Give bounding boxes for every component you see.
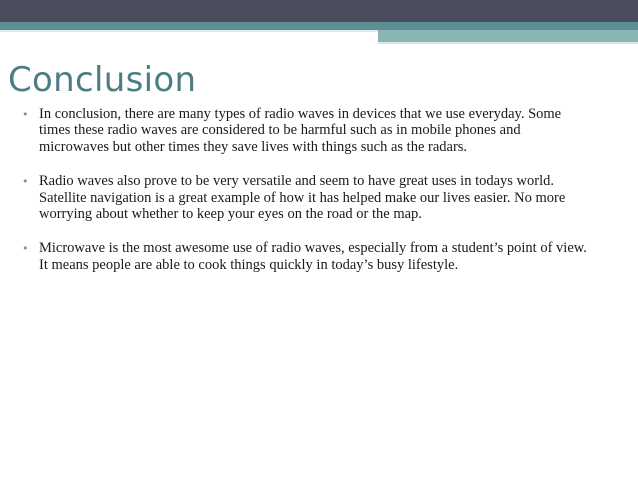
bullet-icon: •	[22, 242, 29, 256]
bullet-item	[22, 173, 592, 222]
bullet-icon: •	[22, 175, 29, 189]
bullet-item	[22, 106, 592, 155]
header-band-dark	[0, 0, 638, 22]
header-band-teal	[0, 22, 638, 30]
bullet-text: Microwave is the most awesome use of radio waves, especially from a student’s point of view. It means people are able to cook things quickly in today’s busy lifestyle.	[39, 240, 587, 273]
bullet-item	[22, 240, 592, 273]
bullet-text: In conclusion, there are many types of radio waves in devices that we use everyday. Some times these radio waves are considered to be harmful such as in mobile phones and microwaves but other times they save lives with things such as the radars.	[39, 106, 562, 155]
bullet-icon: •	[22, 108, 29, 121]
header-band-light-line	[0, 30, 378, 32]
header-band-shadow	[378, 42, 638, 44]
bullet-list	[22, 106, 592, 291]
header-band-accent-block	[378, 30, 638, 42]
slide-title: Conclusion	[8, 60, 197, 100]
bullet-text: Radio waves also prove to be very versatile and seem to have great uses in todays world. Satellite navigation is a great example of how it has helped make our lives easier. No more worrying about whether to keep your eyes on the road or the map.	[39, 173, 566, 223]
